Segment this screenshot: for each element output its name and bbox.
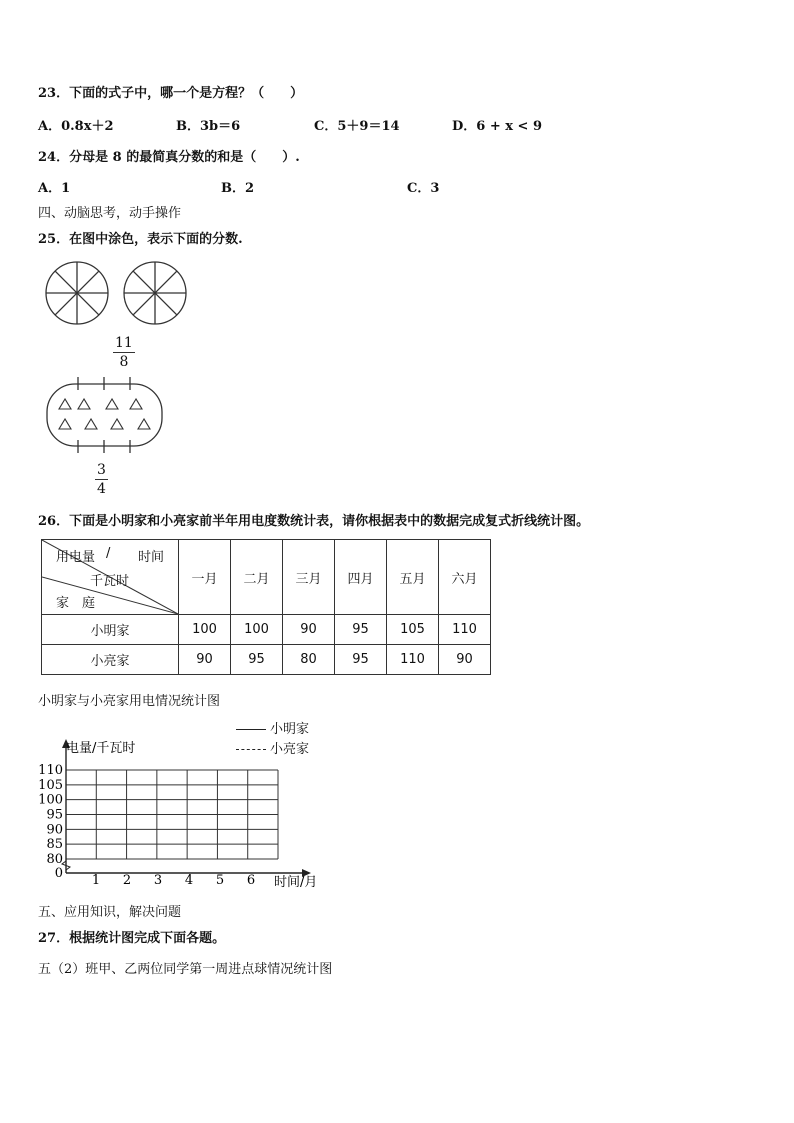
q23-option-c: C．5＋9＝14 — [314, 119, 400, 134]
table-cell: 95 — [335, 615, 387, 645]
x-tick-label: 2 — [122, 873, 132, 888]
fraction-three-quarters — [95, 462, 108, 497]
q24-option-b: B．2 — [221, 181, 255, 196]
q24-stem: 24．分母是 8 的最简真分数的和是（ ）. — [38, 150, 300, 165]
table-cell: 100 — [231, 615, 283, 645]
y-tick-label: 80 — [46, 852, 63, 867]
y-tick-label: 95 — [46, 807, 63, 823]
y-tick-label: 85 — [46, 837, 63, 853]
y-tick-label: 105 — [38, 777, 63, 793]
month-header: 三月 — [283, 540, 335, 615]
y-tick-label: 90 — [46, 822, 63, 838]
row-family-name: 小亮家 — [42, 645, 179, 675]
table-cell: 90 — [283, 615, 335, 645]
circles-figure — [40, 258, 200, 330]
section-4-heading: 四、动脑思考，动手操作 — [38, 206, 182, 221]
x-tick-labels — [92, 873, 255, 888]
header-time: 时间 — [138, 550, 165, 565]
month-header: 四月 — [335, 540, 387, 615]
table-row — [42, 645, 491, 675]
y-tick-label: 0 — [54, 866, 63, 881]
q24-option-a: A．1 — [38, 181, 71, 196]
x-tick-label: 3 — [153, 873, 163, 888]
y-tick-label: 110 — [38, 763, 63, 778]
table-cell: 95 — [231, 645, 283, 675]
x-tick-label: 6 — [246, 873, 256, 888]
q23-option-a: A．0.8x＋2 — [38, 119, 114, 134]
x-axis-label: 时间/月 — [274, 875, 318, 890]
y-tick-labels — [38, 763, 63, 881]
q23-option-d: D．6 + x < 9 — [452, 119, 543, 134]
q27-stem: 27．根据统计图完成下面各题。 — [38, 931, 226, 946]
table-cell: 80 — [283, 645, 335, 675]
y-tick-label: 100 — [38, 792, 63, 808]
header-unit: 千瓦时 — [90, 574, 130, 589]
line-chart — [34, 734, 344, 894]
month-header: 五月 — [387, 540, 439, 615]
circle-2 — [124, 262, 186, 324]
legend-solid-line — [236, 729, 266, 730]
legend-label: 小明家 — [270, 722, 310, 737]
table-cell: 110 — [439, 615, 491, 645]
table-cell: 90 — [179, 645, 231, 675]
fraction-eleven-eighths — [113, 335, 135, 370]
table-header-diagonal-cell: 时间 用电量 / 千瓦时 家 庭 — [42, 540, 179, 615]
section-5-heading: 五、应用知识，解决问题 — [38, 905, 182, 920]
q23-stem: 23．下面的式子中，哪一个是方程？（ ） — [38, 86, 304, 101]
table-cell: 95 — [335, 645, 387, 675]
header-usage: 用电量 — [56, 550, 96, 565]
table-row — [42, 615, 491, 645]
month-header: 一月 — [179, 540, 231, 615]
circle-1 — [46, 262, 108, 324]
y-axis-label: 电量/千瓦时 — [66, 741, 136, 756]
x-tick-label: 1 — [91, 873, 101, 888]
fraction-numerator: 3 — [97, 462, 106, 478]
fraction-denominator: 4 — [97, 481, 106, 497]
table-cell: 105 — [387, 615, 439, 645]
month-header: 二月 — [231, 540, 283, 615]
x-tick-label: 5 — [215, 873, 225, 888]
table-cell: 100 — [179, 615, 231, 645]
q24-option-c: C．3 — [407, 181, 440, 196]
x-tick-label: 4 — [184, 873, 194, 888]
q27-chart-caption: 五（2）班甲、乙两位同学第一周进点球情况统计图 — [38, 962, 333, 977]
chart-axes — [62, 739, 311, 877]
legend-label: 小亮家 — [270, 742, 310, 757]
month-header: 六月 — [439, 540, 491, 615]
header-family: 家 庭 — [56, 596, 96, 611]
triangles-capsule-figure — [46, 376, 166, 454]
table-cell: 90 — [439, 645, 491, 675]
row-family-name: 小明家 — [42, 615, 179, 645]
chart-caption: 小明家与小亮家用电情况统计图 — [38, 694, 221, 709]
usage-table — [41, 539, 491, 675]
fraction-denominator: 8 — [119, 354, 129, 370]
table-cell: 110 — [387, 645, 439, 675]
q26-stem: 26．下面是小明家和小亮家前半年用电度数统计表，请你根据表中的数据完成复式折线统计图。 — [38, 514, 590, 529]
chart-grid — [66, 770, 278, 859]
fraction-numerator: 11 — [115, 335, 133, 351]
q23-option-b: B．3b＝6 — [176, 119, 241, 134]
q25-stem: 25．在图中涂色，表示下面的分数. — [38, 232, 243, 247]
